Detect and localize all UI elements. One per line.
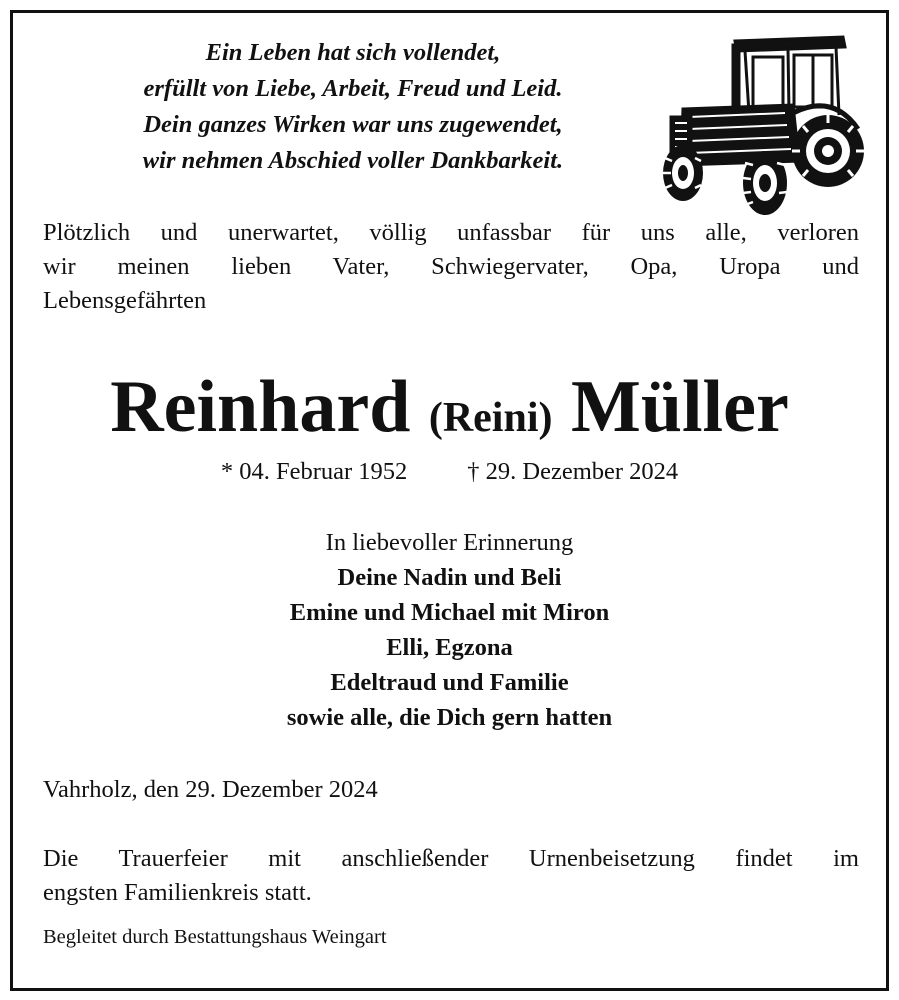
- poem-line: wir nehmen Abschied voller Dankbarkeit.: [142, 147, 564, 174]
- poem-line: Dein ganzes Wirken war uns zugewendet,: [143, 111, 563, 138]
- obituary-frame: [10, 10, 889, 991]
- ceremony-line: Die Trauerfeier mit anschließender Urnenbeisetzung findet im: [43, 845, 859, 872]
- deceased-nickname: (Reini): [428, 395, 553, 441]
- birth-date: * 04. Februar 1952: [220, 458, 408, 485]
- intro-line: Lebensgefährten: [43, 287, 207, 314]
- mourner-line: Elli, Egzona: [386, 634, 513, 661]
- obituary-notice: [13, 13, 886, 988]
- deceased-name: [13, 365, 886, 460]
- place-date: Vahrholz, den 29. Dezember 2024: [43, 776, 378, 803]
- tractor-icon: [653, 33, 865, 218]
- deceased-first-name: Reinhard: [110, 366, 411, 448]
- intro-text: [43, 216, 859, 318]
- mourners: [13, 525, 886, 735]
- poem: [53, 35, 653, 179]
- poem-line: Ein Leben hat sich vollendet,: [205, 39, 501, 66]
- poem-line: erfüllt von Liebe, Arbeit, Freud und Leid.: [143, 75, 563, 102]
- death-date: † 29. Dezember 2024: [467, 458, 679, 485]
- mourner-line: sowie alle, die Dich gern hatten: [286, 704, 613, 731]
- mourner-line: Emine und Michael mit Miron: [289, 599, 610, 626]
- ceremony-text: [43, 842, 859, 910]
- ceremony-line: engsten Familienkreis statt.: [43, 879, 312, 906]
- undertaker-credit: Begleitet durch Bestattungshaus Weingart: [43, 926, 387, 948]
- intro-line: Plötzlich und unerwartet, völlig unfassbar für uns alle, verloren: [43, 219, 859, 246]
- mourner-line: Edeltraud und Familie: [330, 669, 569, 696]
- mourners-intro: In liebevoller Erinnerung: [325, 529, 574, 556]
- intro-line: wir meinen lieben Vater, Schwiegervater, Opa, Uropa und: [43, 253, 859, 280]
- mourner-line: Deine Nadin und Beli: [337, 564, 562, 591]
- deceased-last-name: Müller: [571, 366, 789, 448]
- life-dates: [13, 455, 886, 489]
